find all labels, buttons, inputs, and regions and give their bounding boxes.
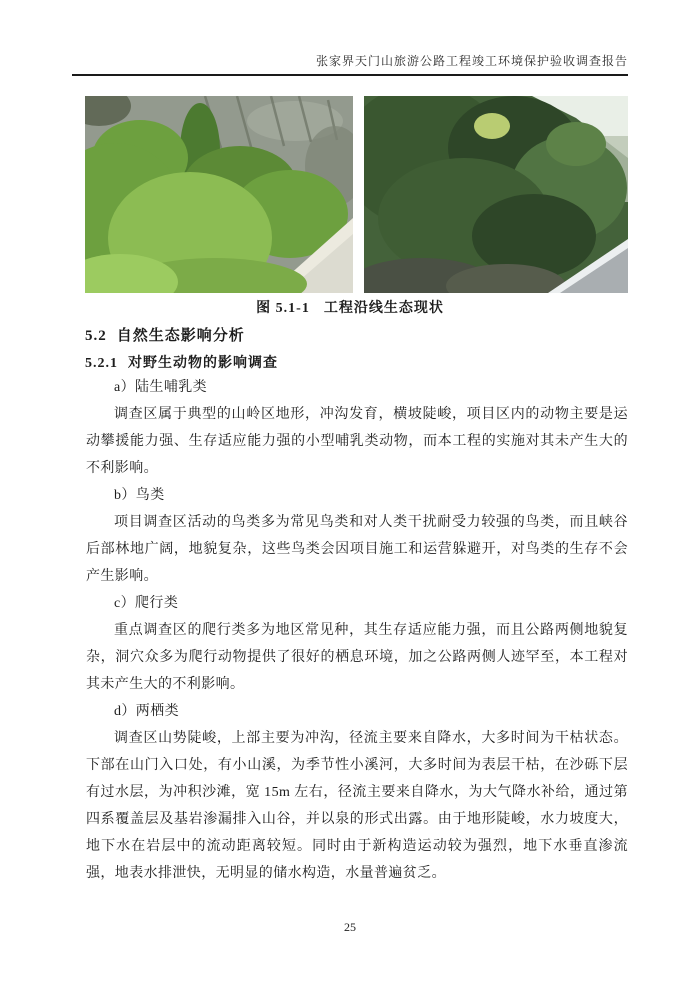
figure-caption-label: 图 5.1-1: [256, 301, 310, 316]
list-subheading-a: a）陆生哺乳类: [114, 380, 208, 395]
page-header-title: 张家界天门山旅游公路工程竣工环境保护验收调查报告: [315, 54, 628, 68]
paragraph-birds: 项目调查区活动的鸟类多为常见鸟类和对人类干扰耐受力较强的鸟类，而且峡谷后部林地广阔，地貌复杂，这些鸟类会因项目施工和运营躲避开，对鸟类的生存不会产生影响。: [86, 515, 628, 584]
paragraph-reptiles: 重点调查区的爬行类多为地区常见种，其生存适应能力强，而且公路两侧地貌复杂，洞穴众多为爬行动物提供了很好的栖息环境，加之公路两侧人迹罕至，本工程对其未产生大的不利影响。: [86, 623, 628, 692]
roadside-forest-illustration: [364, 96, 628, 293]
subsection-title: 对野生动物的影响调查: [128, 356, 278, 371]
figure-caption: [0, 297, 700, 317]
vegetation-cliff-illustration: [85, 96, 353, 293]
list-subheading-d: d）两栖类: [114, 704, 179, 719]
bloom-highlight-shape: [474, 113, 510, 139]
body-content: [86, 374, 628, 887]
section-title: 自然生态影响分析: [116, 328, 245, 344]
canopy-light-shape: [546, 122, 606, 166]
section-number: 5.2: [85, 328, 107, 344]
paragraph-amphibians: 调查区山势陡峻，上部主要为冲沟，径流主要来自降水，大多时间为干枯状态。下部在山门入口处，有小山溪，为季节性小溪河，大多时间为表层干枯，在沙砾下层有过水层，为冲积沙滩，宽 15m 左右，径流主要来自降水，为大气降水补给，通过第四系覆盖层及基岩渗漏排入山谷，并以泉的形式出露。由于地形陡峻，水力坡度大，地下水在岩层中的流动距离较短。同时由于新构造运动较为强烈，地下水垂直渗流强，地表水排泄快，无明显的储水构造，水量普遍贫乏。: [86, 731, 628, 881]
list-subheading-c: c）爬行类: [114, 596, 179, 611]
section-heading-5-2: [85, 324, 628, 345]
photo-roadside-forest: [364, 96, 628, 293]
list-subheading-b: b）鸟类: [114, 488, 165, 503]
photo-vegetation-cliff: [85, 96, 353, 293]
figure-caption-title: 工程沿线生态现状: [323, 301, 444, 316]
page-header: [72, 52, 628, 76]
figure-5-1-1: [85, 96, 628, 293]
paragraph-mammals: 调查区属于典型的山岭区地形，冲沟发育，横坡陡峻，项目区内的动物主要是运动攀援能力强、生存适应能力强的小型哺乳类动物，而本工程的实施对其未产生大的不利影响。: [86, 407, 628, 476]
page-number: 25: [344, 920, 356, 934]
subsection-number: 5.2.1: [85, 356, 118, 371]
subsection-heading-5-2-1: [85, 352, 628, 372]
